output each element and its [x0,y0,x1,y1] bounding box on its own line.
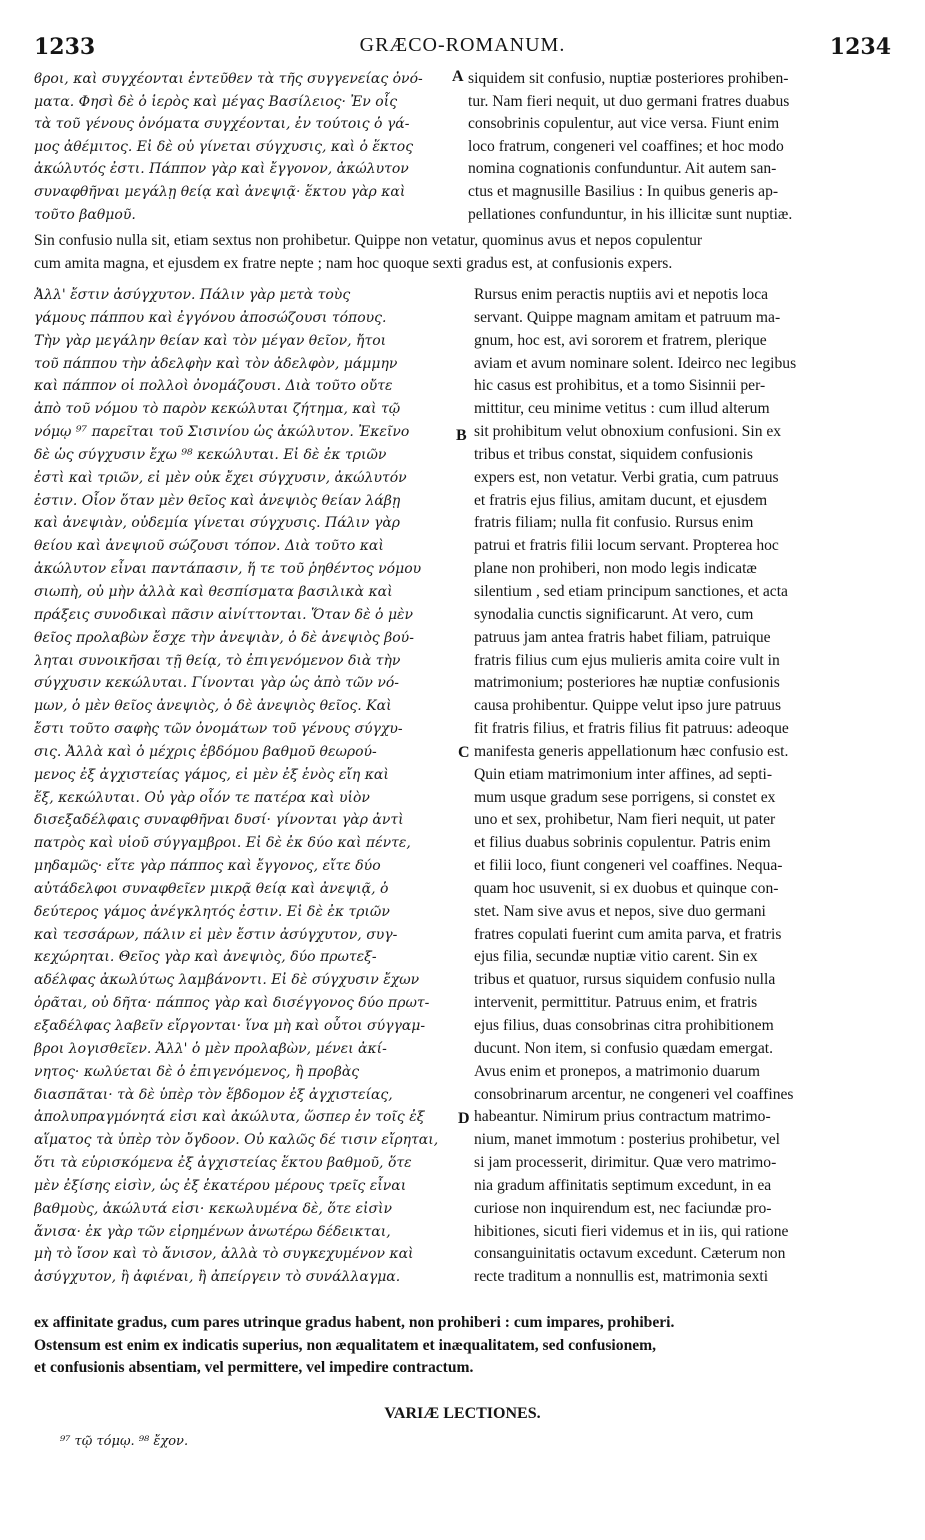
greek-line: σιωπὴ, οὐ μὴν ἀλλὰ καὶ θεσπίσματα βασιλικὰ καὶ [34,583,393,600]
latin-line: nia gradum affinitatis septimum excedunt, in ea [474,1176,772,1194]
latin-line: consobrinis copulentur, aut vice versa. Fiunt enim [468,115,780,133]
greek-line: ἄνισα· ἐκ γὰρ τῶν εἰρημένων ἀνωτέρω δέδεικται, [34,1223,391,1240]
greek-line: μὴ τὸ ἴσον καὶ τὸ ἄνισον, ἀλλὰ τὸ συγκεχυμένον καὶ [34,1246,414,1263]
latin-line: aviam et avum nominare solent. Ideirco nec legibus [474,354,797,372]
greek-line: εξαδέλφας λαβεῖν εἴργονται· ἵνα μὴ καὶ οὗτοι σύγγαμ- [34,1018,426,1034]
latin-line: ducunt. Non item, si confusio quædam emergat. [474,1039,773,1057]
greek-line: αὐτάδελφοι συναφθεῖεν μικρᾷ θείᾳ καὶ ἀνεψιᾷ, ὁ [34,880,389,897]
full-line: Sin confusio nulla sit, etiam sextus non prohibetur. Quippe non vetatur, quominus avus et nepos copulentur [34,232,703,249]
latin-line: fratres copulati fuerint cum amita parva, et fratris [474,925,782,943]
greek-line: ληται συνοικῆσαι τῇ θείᾳ, τὸ ἐπιγενόμενον διὰ τὴν [34,652,401,669]
running-title: GRÆCO-ROMANUM. [359,34,566,56]
greek-column-2 [34,284,454,1289]
variae-lectiones-heading: VARIÆ LECTIONES. [384,1405,541,1422]
latin-line: Quin etiam matrimonium inter affines, ad septi- [474,765,773,783]
full-line: cum amita magna, et ejusdem ex fratre nepte ; nam hoc quoque sexti gradus est, at confusionis expers. [34,254,673,272]
latin-line: fratris filiam; nulla fit confusio. Rursus enim [474,514,754,532]
latin-line: hibitiones, sicuti fieri videmus et in iis, qui ratione [474,1222,789,1240]
latin-line: nomina cognationis confunduntur. Ait autem san- [468,160,777,178]
greek-line: βροι λογισθεῖεν. Ἀλλ' ὁ μὲν προλαβὼν, μένει ἀκί- [34,1040,387,1057]
greek-line: ὅτι τὰ εὑρισκόμενα ἐξ ἀγχιστείας ἕκτου βαθμοῦ, ὅτε [34,1155,412,1172]
page-number-right: 1234 [829,34,891,60]
greek-line: γάμους πάππου καὶ ἐγγόνου ἀποσώζουσι τόπους. [34,309,387,326]
latin-column-1 [468,68,891,226]
greek-line: δὲ ὡς σύγχυσιν ἔχω ⁹⁸ κεκώλυται. Εἰ δὲ ἐκ τριῶν [34,446,387,463]
greek-line: ἀπολυπραγμόνητά εἰσι καὶ ἀκώλυτα, ὥσπερ ἐν τοῖς ἐξ [34,1109,425,1126]
greek-line: καὶ τεσσάρων, πάλιν εἰ μὲν ἔστιν ἀσύγχυτον, συγ- [34,926,398,943]
latin-line: consobrinarum arcentur, ne congeneri vel coaffines [474,1085,794,1103]
greek-line: σύγχυσιν κεκώλυται. Γίνονται γὰρ ὡς ἀπὸ τῶν νό- [34,675,400,692]
greek-line: διασπᾶται· τὰ δὲ ὑπὲρ τὸν ἕβδομον ἐξ ἀγχιστείας, [34,1086,393,1103]
greek-line: Ἀλλ' ἔστιν ἀσύγχυτον. Πάλιν γὰρ μετὰ τοὺς [34,287,351,303]
greek-line: ἀπὸ τοῦ νόμου τὸ παρὸν κεκώλυται ζήτημα, καὶ τῷ [34,401,401,418]
latin-line: plane non prohiberi, non modo legis indicatæ [474,560,757,578]
greek-line: θεῖος προλαβὼν ἔσχε τὴν ἀνεψιὰν, ὁ δὲ ἀνεψιὸς βού- [34,629,414,646]
latin-line: fratris filius cum ejus mulieris amita coire vult in [474,651,780,669]
full-line: ex affinitate gradus, cum pares utrinque gradus habent, non prohiberi : cum impares, prohiberi. [34,1314,675,1331]
greek-line: ἐστὶ καὶ τριῶν, εἰ μὲν οὐκ ἔχει σύγχυσιν, ἀκώλυτόν [34,469,407,486]
latin-line: sit prohibitum velut obnoxium confusioni. Sin ex [474,423,782,441]
latin-line: et filius duabus sobrinis copulentur. Patris enim [474,834,771,852]
greek-line: ἀκώλυτον εἶναι παντάπασιν, ἥ τε τοῦ ῥηθέντος νόμου [34,561,422,578]
greek-line: ματα. Φησὶ δὲ ὁ ἱερὸς καὶ μέγας Βασίλειος· Ἐν οἷς [34,93,398,110]
greek-line: νόμῳ ⁹⁷ παρεῖται τοῦ Σισινίου ὡς ἀκώλυτον. Ἐκεῖνο [34,424,410,441]
greek-line: αἵματος τὰ ὑπὲρ τὸν ὄγδοον. Οὐ καλῶς δέ τισιν εἴρηται, [34,1132,439,1149]
greek-line: βαθμοὺς, ἀκώλυτά εἰσι· κεκωλυμένα δὲ, ὅτε εἰσὶν [34,1200,393,1217]
latin-line: consanguinitatis octavum excedunt. Cæterum non [474,1245,786,1263]
greek-line: μὲν ἐξίσης εἰσὶν, ὡς ἐξ ἑκατέρου μέρους τρεῖς εἶναι [34,1177,407,1194]
latin-line: tribus et quatuor, rursus siquidem confusio nulla [474,971,776,989]
greek-line: ἕξ, κεκώλυται. Οὐ γὰρ οἷόν τε πατέρα καὶ υἱὸν [34,789,370,806]
latin-line: siquidem sit confusio, nuptiæ posteriores prohiben- [468,70,789,87]
latin-line: intervenit, permittitur. Patruus enim, et fratris [474,994,758,1012]
greek-line: ὁρᾶται, οὐ δῆτα· πάππος γὰρ καὶ δισέγγονος δύο πρωτ- [34,995,430,1012]
latin-line: silentium , sed etiam principum sanctiones, et acta [474,582,788,600]
latin-line: et filii loco, fiunt congeneri vel coaffines. Nequa- [474,857,783,875]
page-header [34,34,891,68]
greek-line: πράξεις συνοδικαὶ πᾶσιν αἰνίττονται. Ὅταν δὲ ὁ μὲν [34,606,414,623]
greek-line: δισεξαδέλφαις συναφθῆναι δυσί· γίνονται γὰρ ἀντὶ [34,812,404,829]
latin-line: ejus filia, secundæ nuptiæ vitio carent. Sin ex [474,948,758,966]
greek-line: πατρὸς καὶ υἱοῦ σύγγαμβροι. Εἰ δὲ ἐκ δύο καὶ πέντε, [34,835,411,852]
footnote-variants: ⁹⁷ τῷ τόμῳ. ⁹⁸ ἔχον. [60,1434,189,1449]
full-width-paragraph-1 [34,230,891,275]
greek-line: σις. Ἀλλὰ καὶ ὁ μέχρις ἑβδόμου βαθμοῦ θεωρού- [34,743,377,760]
latin-line: loco fratrum, congeneri vel coaffines; et hoc modo [468,137,784,155]
latin-line: causa prohibentur. Quippe velut ipso jure patruus [474,697,782,715]
latin-line: si jam processerit, dirimitur. Quæ vero matrimo- [474,1154,777,1172]
greek-line: τὰ τοῦ γένους ὀνόματα συγχέονται, ἐν τούτοις ὁ γά- [34,116,410,133]
greek-line: τοῦτο βαθμοῦ. [34,206,136,223]
full-line: Ostensum est enim ex indicatis superius, non æqualitatem et inæqualitatem, sed confusionem, [34,1336,657,1354]
greek-line: καὶ πάππον οἱ πολλοὶ ὀνομάζουσι. Διὰ τοῦτο οὔτε [34,378,393,395]
latin-line: patruus jam antea fratris habet filiam, patruique [474,628,771,646]
margin-marker-c: C [458,744,470,761]
greek-line: νητος· κωλύεται δὲ ὁ ἐπιγενόμενος, ἢ προβὰς [34,1063,360,1080]
latin-line: ctus et magnusille Basilius : In quibus generis ap- [468,182,779,200]
greek-line: θείου καὶ ἀνεψιοῦ σώζουσι τόπον. Διὰ τοῦτο καὶ [34,538,384,555]
latin-line: tur. Nam fieri nequit, ut duo germani fratres duabus [468,92,790,110]
latin-line: patrui et fratris filii locum servant. Propterea hoc [474,537,779,555]
greek-line: αδέλφας ἀκωλύτως λαμβάνοντι. Εἰ δὲ σύγχυσιν ἔχων [34,972,420,989]
latin-line: gnum, hoc est, avi sororem et fratrem, plerique [474,331,767,349]
greek-line: τοῦ πάππου τὴν ἀδελφὴν καὶ τὸν ἀδελφὸν, μάμμην [34,355,398,372]
latin-line: habeantur. Nimirum prius contractum matrimo- [474,1108,771,1126]
latin-line: curiose non inquirendum est, nec faciundæ pro- [474,1199,772,1217]
latin-line: et fratris ejus filius, amitam ducunt, et ejusdem [474,491,768,509]
greek-line: μενος ἐξ ἀγχιστείας γάμος, εἰ μὲν ἐξ ἑνὸς εἴη καὶ [34,766,389,783]
latin-line: hic casus est prohibitus, et a tomo Sisinnii per- [474,377,766,395]
greek-line: μηδαμῶς· εἴτε γὰρ πάππος καὶ ἔγγονος, εἴτε δύο [34,858,381,875]
greek-line: ἐστιν. Οἷον ὅταν μὲν θεῖος καὶ ἀνεψιὸς θείαν λάβῃ [34,492,401,509]
greek-line: μων, ὁ μὲν θεῖος ἀνεψιὸς, ὁ δὲ ἀνεψιὸς θεῖος. Καὶ [34,698,392,715]
page-number-left: 1233 [34,34,96,60]
latin-line: nium, manet immotum : posterius prohibetur, vel [474,1131,781,1149]
margin-marker-a: A [452,68,464,85]
latin-line: matrimonium; posteriores hæ nuptiæ confusionis [474,674,780,692]
greek-line: ἔστι τοῦτο σαφὴς τῶν ὀνομάτων τοῦ γένους σύγχυ- [34,721,403,738]
greek-line: συναφθῆναι μεγάλῃ θείᾳ καὶ ἀνεψιᾷ· ἕκτου γὰρ καὶ [34,183,406,200]
latin-line: pellationes confunduntur, in his illicitæ sunt nuptiæ. [468,205,793,223]
latin-line: manifesta generis appellationum hæc confusio est. [474,742,789,760]
greek-line: ϐροι, καὶ συγχέονται ἐντεῦθεν τὰ τῆς συγγενείας ὀνό- [34,71,423,87]
latin-line: Avus enim et pronepos, a matrimonio duarum [474,1062,760,1080]
latin-line: fit fratris filius, et fratris filius fit patruus: adeoque [474,720,789,738]
latin-line: stet. Nam sive avus et nepos, sive duo germani [474,902,766,920]
full-width-paragraph-2 [34,1312,891,1380]
latin-line: tribus et tribus constat, siquidem confusionis [474,445,753,463]
margin-marker-b: B [456,427,467,444]
latin-line: mum usque gradum sese porrigens, si constet ex [474,788,776,806]
latin-line: expers est, non vetatur. Verbi gratia, cum patruus [474,468,779,486]
greek-line: δεύτερος γάμος ἀνέγκλητός ἐστιν. Εἰ δὲ ἐκ τριῶν [34,903,390,920]
greek-line: ἀσύγχυτον, ἢ ἀφιέναι, ἢ ἀπείργειν τὸ συνάλλαγμα. [34,1269,401,1286]
greek-line: καὶ ἀνεψιὰν, οὐδεμία γίνεται σύγχυσις. Πάλιν γὰρ [34,515,401,532]
greek-line: κεχώρηται. Θεῖος γὰρ καὶ ἀνεψιὸς, δύο πρωτεξ- [34,949,377,966]
latin-line: mittitur, ceu minime vetitus : cum illud alterum [474,400,770,418]
full-line: et confusionis absentiam, vel permittere, vel impedire contractum. [34,1359,474,1377]
latin-line: synodalia cunctis significarunt. At vero, cum [474,605,754,623]
greek-line: ἀκώλυτός ἐστι. Πάππον γὰρ καὶ ἔγγονον, ἀκώλυτον [34,161,409,178]
latin-line: quam hoc usuvenit, si ex duobus et quinque con- [474,879,779,897]
margin-marker-d: D [458,1110,470,1127]
latin-line: uno et sex, prohibetur, Nam fieri nequit, ut pater [474,811,776,829]
greek-column-1 [34,68,452,226]
latin-column-2 [474,284,891,1289]
greek-line: μος ἀθέμιτος. Εἰ δὲ οὐ γίνεται σύγχυσις, καὶ ὁ ἕκτος [34,138,414,155]
latin-line: Rursus enim peractis nuptiis avi et nepotis loca [474,286,769,303]
latin-line: ejus filius, duas consobrinas citra prohibitionem [474,1017,774,1034]
latin-line: recte traditum a nonnullis est, matrimonia sexti [474,1268,769,1286]
latin-line: servant. Quippe magnam amitam et patruum ma- [474,308,781,326]
greek-line: Τὴν γὰρ μεγάλην θείαν καὶ τὸν μέγαν θεῖον, ἤτοι [34,332,387,349]
